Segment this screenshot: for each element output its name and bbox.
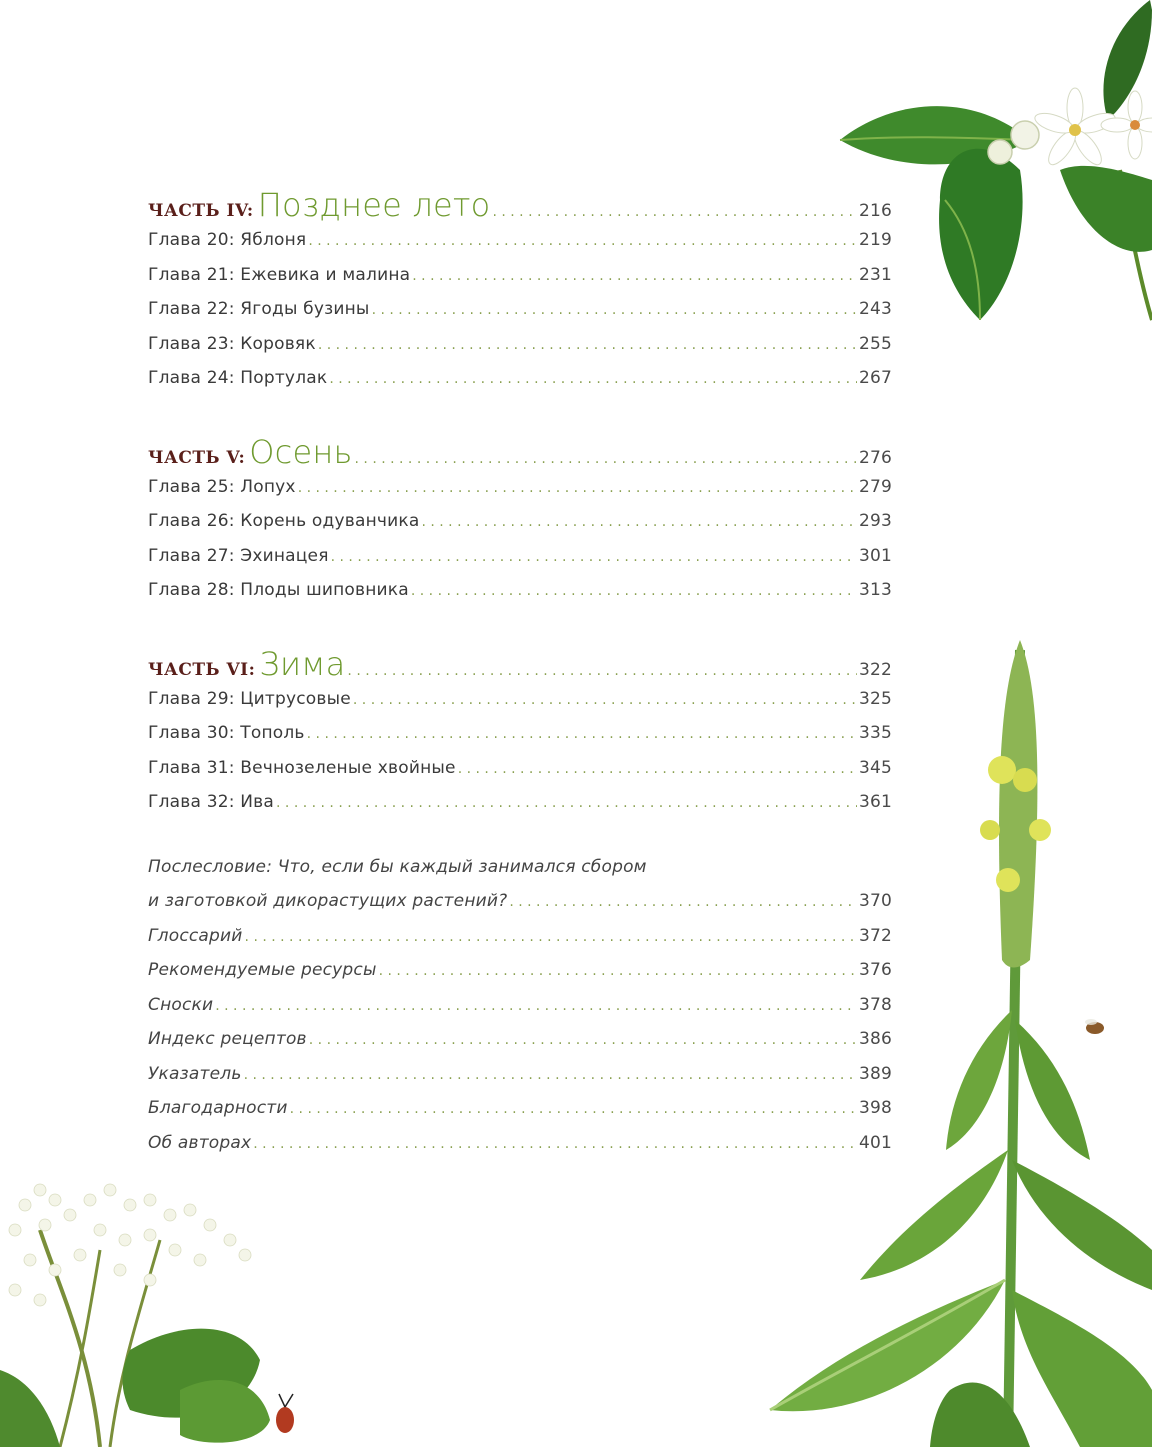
leader-dots [509,894,857,910]
chapter-label: Глава 29: Цитрусовые [148,688,351,709]
toc-chapter-26[interactable] [148,511,892,546]
leader-dots [412,268,857,284]
page-number: 335 [858,723,892,743]
part-prefix: ЧАСТЬ IV: [148,201,254,221]
leader-dots [307,726,857,742]
leader-dots [276,795,857,811]
page-number: 279 [858,476,892,497]
page-number: 398 [858,1098,892,1118]
leader-dots [331,549,857,565]
toc-chapter-22[interactable] [148,299,892,334]
toc-part-6[interactable] [148,645,892,689]
toc-notes[interactable] [148,995,892,1030]
chapter-label: Глава 26: Корень одуванчика [148,511,420,531]
chapter-label: Глава 21: Ежевика и малина [148,264,411,285]
leader-dots [372,302,857,318]
page-number: 322 [858,659,892,680]
afterword-label: и заготовкой дикорастущих растений? [148,891,508,911]
leader-dots [244,1067,857,1083]
leader-dots [215,998,857,1014]
toc-part-4[interactable] [148,186,892,230]
toc-index[interactable] [148,1064,892,1099]
backmatter-label: Об авторах [148,1132,252,1153]
page-number: 378 [858,994,892,1015]
toc-chapter-27[interactable] [148,546,892,581]
page-number: 243 [858,299,892,319]
page-number: 376 [858,960,892,980]
toc-afterword[interactable] [148,891,892,926]
toc-chapter-21[interactable] [148,265,892,300]
backmatter-label: Указатель [148,1063,242,1084]
toc-resources[interactable] [148,960,892,995]
chapter-label: Глава 28: Плоды шиповника [148,580,409,600]
toc-chapter-28[interactable] [148,580,892,615]
backmatter-label: Сноски [148,994,214,1015]
toc-chapter-23[interactable] [148,334,892,369]
backmatter-label: Глоссарий [148,925,243,946]
leader-dots [411,583,857,599]
part-title: Позднее лето [257,186,491,224]
leader-dots [458,761,857,777]
toc-chapter-32[interactable] [148,792,892,827]
chapter-label: Глава 20: Яблоня [148,230,307,250]
toc-recipe-index[interactable] [148,1029,892,1064]
page-number: 231 [858,264,892,285]
toc-chapter-29[interactable] [148,689,892,724]
page-number: 276 [858,447,892,468]
part-prefix: ЧАСТЬ VI: [148,659,256,680]
chapter-label: Глава 32: Ива [148,792,275,812]
elderflower-illustration [0,1170,330,1447]
leader-dots [421,514,856,530]
backmatter-label: Рекомендуемые ресурсы [148,960,377,980]
beetle-icon [276,1394,294,1433]
page-number: 370 [858,891,892,911]
insect-icon [1085,1019,1104,1034]
page-number: 313 [858,580,892,600]
leader-dots [355,451,857,467]
toc-chapter-20[interactable] [148,230,892,265]
leader-dots [245,929,857,945]
leader-dots [318,337,857,353]
leader-dots [353,692,857,708]
toc-chapter-25[interactable] [148,477,892,512]
page-number: 216 [858,201,892,221]
chapter-label: Глава 30: Тополь [148,723,305,743]
page-number: 293 [858,511,892,531]
section-gap [148,827,892,857]
toc-chapter-24[interactable] [148,368,892,403]
page-number: 372 [858,925,892,946]
afterword-label: Послесловие: Что, если бы каждый занимался сбором [148,856,647,877]
page-number: 389 [858,1063,892,1084]
table-of-contents [148,186,892,1167]
page-number: 267 [858,368,892,388]
page-number: 345 [858,757,892,778]
leader-dots [308,233,857,249]
toc-chapter-30[interactable] [148,723,892,758]
leader-dots [329,371,857,387]
backmatter-label: Благодарности [148,1098,288,1118]
part-title: Зима [259,644,346,683]
leader-dots [492,204,856,220]
chapter-label: Глава 22: Ягоды бузины [148,299,370,319]
toc-acknowledgments[interactable] [148,1098,892,1133]
chapter-label: Глава 27: Эхинацея [148,545,329,566]
leader-dots [347,663,857,679]
page-number: 401 [858,1132,892,1153]
leader-dots [379,963,857,979]
chapter-label: Глава 25: Лопух [148,476,296,497]
toc-chapter-31[interactable] [148,758,892,793]
leader-dots [253,1136,857,1152]
chapter-label: Глава 31: Вечнозеленые хвойные [148,757,456,778]
section-gap [148,615,892,645]
leader-dots [309,1032,857,1048]
page-number: 386 [858,1029,892,1049]
section-gap [148,403,892,433]
part-title: Осень [249,432,353,471]
part-prefix: ЧАСТЬ V: [148,447,246,468]
page-number: 219 [858,230,892,250]
chapter-label: Глава 23: Коровяк [148,333,316,354]
leader-dots [290,1101,857,1117]
toc-part-5[interactable] [148,433,892,477]
toc-about-authors[interactable] [148,1133,892,1168]
toc-glossary[interactable] [148,926,892,961]
chapter-label: Глава 24: Портулак [148,368,328,388]
toc-afterword-line1[interactable] [148,857,892,892]
page-number: 325 [858,688,892,709]
page-number: 301 [858,545,892,566]
page-number: 361 [858,792,892,812]
page-number: 255 [858,333,892,354]
leader-dots [298,480,857,496]
backmatter-label: Индекс рецептов [148,1029,307,1049]
